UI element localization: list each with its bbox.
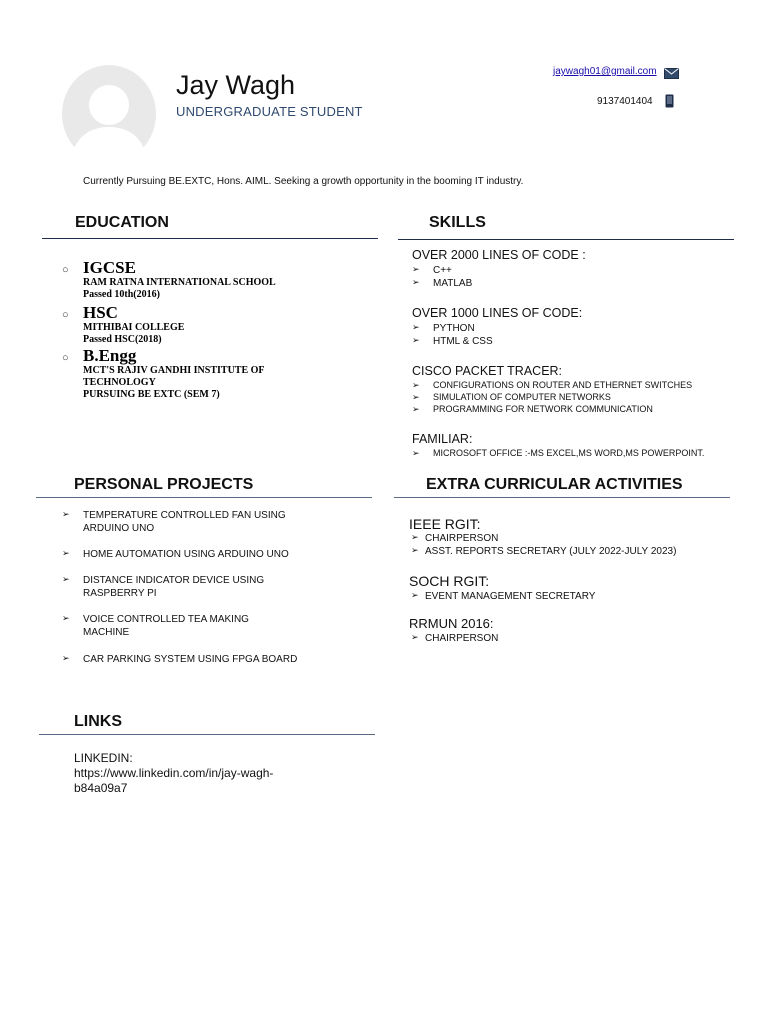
education-detail: Passed HSC(2018) — [83, 334, 162, 345]
education-detail: MITHIBAI COLLEGE — [83, 322, 185, 333]
circle-bullet-icon: ○ — [62, 264, 69, 276]
linkedin-label: LINKEDIN: — [74, 751, 133, 765]
links-block — [74, 751, 304, 796]
links-divider — [39, 734, 375, 735]
arrow-bullet-icon: ➢ — [412, 380, 420, 390]
arrow-bullet-icon: ➢ — [62, 509, 70, 519]
linkedin-url[interactable]: https://www.linkedin.com/in/jay-wagh- — [74, 766, 274, 780]
education-divider — [42, 238, 378, 239]
skill-group-heading: OVER 1000 LINES OF CODE: — [412, 306, 583, 320]
candidate-title: UNDERGRADUATE STUDENT — [176, 104, 363, 119]
circle-bullet-icon: ○ — [62, 352, 69, 364]
arrow-bullet-icon: ➢ — [412, 404, 420, 414]
user-silhouette-icon — [62, 65, 156, 163]
arrow-bullet-icon: ➢ — [411, 590, 419, 600]
phone-number: 9137401404 — [597, 96, 653, 107]
arrow-bullet-icon: ➢ — [412, 448, 420, 458]
summary-text: Currently Pursuing BE.EXTC, Hons. AIML. Seeking a growth opportunity in the booming IT industry. — [83, 176, 524, 187]
arrow-bullet-icon: ➢ — [411, 632, 419, 642]
links-heading: LINKS — [74, 713, 122, 730]
candidate-name: Jay Wagh — [176, 70, 296, 100]
arrow-bullet-icon: ➢ — [412, 277, 420, 287]
education-detail: RAM RATNA INTERNATIONAL SCHOOL — [83, 277, 276, 288]
arrow-bullet-icon: ➢ — [62, 574, 70, 584]
projects-heading: PERSONAL PROJECTS — [74, 476, 254, 493]
activity-group-heading: SOCH RGIT: — [409, 573, 490, 589]
email-link[interactable]: jaywagh01@gmail.com — [553, 66, 657, 77]
arrow-bullet-icon: ➢ — [411, 532, 419, 542]
education-heading: EDUCATION — [75, 214, 169, 231]
skill-group-heading: OVER 2000 LINES OF CODE : — [412, 248, 586, 262]
education-detail: Passed 10th(2016) — [83, 289, 160, 300]
education-detail: PURSUING BE EXTC (SEM 7) — [83, 389, 220, 400]
activities-divider — [394, 497, 730, 498]
activity-group-heading: RRMUN 2016: — [409, 616, 494, 631]
linkedin-url-continued[interactable]: b84a09a7 — [74, 781, 128, 795]
arrow-bullet-icon: ➢ — [412, 322, 420, 332]
arrow-bullet-icon: ➢ — [412, 264, 420, 274]
envelope-icon — [664, 66, 679, 84]
projects-divider — [36, 497, 372, 498]
education-detail: MCT'S RAJIV GANDHI INSTITUTE OF — [83, 365, 265, 376]
mobile-phone-icon — [665, 94, 674, 113]
education-degree: IGCSE — [83, 258, 136, 277]
education-degree: HSC — [83, 303, 118, 322]
arrow-bullet-icon: ➢ — [62, 548, 70, 558]
activity-group-heading: IEEE RGIT: — [409, 516, 481, 532]
arrow-bullet-icon: ➢ — [412, 335, 420, 345]
skills-divider — [398, 239, 734, 240]
arrow-bullet-icon: ➢ — [62, 613, 70, 623]
arrow-bullet-icon: ➢ — [411, 545, 419, 555]
arrow-bullet-icon: ➢ — [62, 653, 70, 663]
avatar — [62, 65, 156, 163]
education-detail: TECHNOLOGY — [83, 377, 156, 388]
activities-heading: EXTRA CURRICULAR ACTIVITIES — [426, 476, 683, 493]
skill-group-heading: FAMILIAR: — [412, 432, 473, 446]
arrow-bullet-icon: ➢ — [412, 392, 420, 402]
skills-heading: SKILLS — [429, 214, 486, 231]
education-degree: B.Engg — [83, 346, 137, 365]
skill-group-heading: CISCO PACKET TRACER: — [412, 364, 563, 378]
circle-bullet-icon: ○ — [62, 309, 69, 321]
